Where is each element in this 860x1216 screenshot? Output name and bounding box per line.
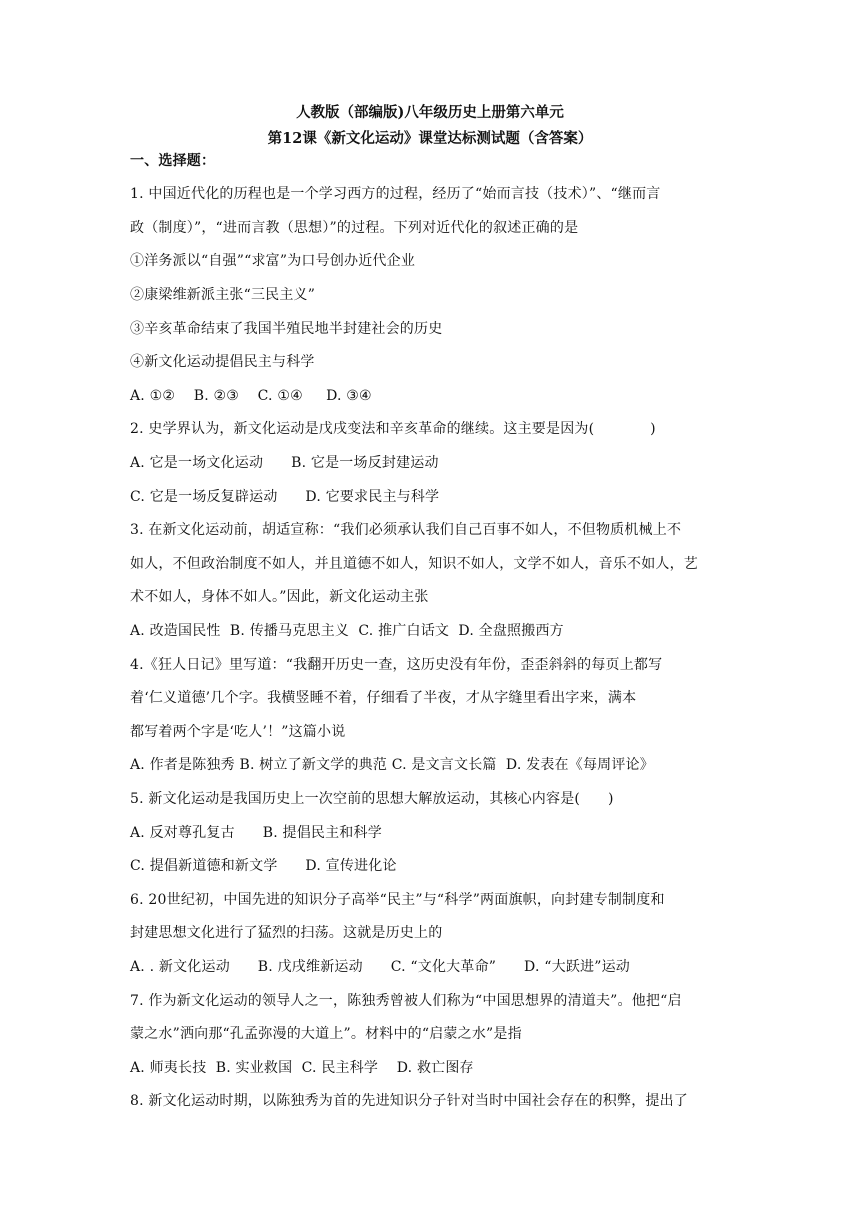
text-line: 7. 作为新文化运动的领导人之一，陈独秀曾被人们称为“中国思想界的清道夫”。他把“启	[130, 993, 682, 1009]
text-line: 8. 新文化运动时期，以陈独秀为首的先进知识分子针对当时中国社会存在的积弊，提出了	[130, 1093, 689, 1109]
answer-options: A. 它是一场文化运动 B. 它是一场反封建运动	[130, 455, 439, 471]
answer-options: A. . 新文化运动 B. 戊戌维新运动 C. “文化大革命” D. “大跃进”运动	[130, 959, 630, 975]
text-line: 政（制度）”，“进而言教（思想）”的过程。下列对近代化的叙述正确的是	[130, 220, 579, 236]
answer-options: C. 它是一场反复辟运动 D. 它要求民主与科学	[130, 489, 440, 505]
answer-options: A. ①② B. ②③ C. ①④ D. ③④	[130, 388, 372, 404]
text-line: 封建思想文化进行了猛烈的扫荡。这就是历史上的	[130, 925, 443, 941]
text-line: 2. 史学界认为，新文化运动是戊戌变法和辛亥革命的继续。这主要是因为( )	[130, 421, 656, 437]
document-title-line-1: 人教版（部编版)八年级历史上册第六单元	[296, 104, 564, 121]
text-line: 术不如人，身体不如人。”因此，新文化运动主张	[130, 589, 429, 605]
text-line: 4.《狂人日记》里写道：“我翻开历史一查，这历史没有年份，歪歪斜斜的每页上都写	[130, 657, 663, 673]
answer-options: A. 反对尊孔复古 B. 提倡民主和科学	[130, 825, 382, 841]
text-line: ③辛亥革命结束了我国半殖民地半封建社会的历史	[130, 321, 443, 337]
section-heading: 一、选择题：	[130, 153, 216, 169]
text-line: 5. 新文化运动是我国历史上一次空前的思想大解放运动，其核心内容是( )	[130, 791, 614, 807]
document-title-line-2: 第12课《新文化运动》课堂达标测试题（含答案）	[267, 130, 593, 147]
text-line: 1. 中国近代化的历程也是一个学习西方的过程，经历了“始而言技（技术）”、“继而言	[130, 186, 661, 202]
text-line: 3. 在新文化运动前，胡适宣称：“我们必须承认我们自己百事不如人，不但物质机械上不	[130, 522, 682, 538]
text-line: 如人，不但政治制度不如人，并且道德不如人，知识不如人，文学不如人，音乐不如人，艺	[130, 556, 698, 572]
text-line: 都写着两个字是‘吃人’！”这篇小说	[130, 724, 346, 740]
text-line: ②康梁维新派主张“三民主义”	[130, 287, 316, 303]
text-line: 蒙之水”洒向那“孔孟弥漫的大道上”。材料中的“启蒙之水”是指	[130, 1026, 522, 1042]
answer-options: A. 师夷长技 B. 实业救国 C. 民主科学 D. 救亡图存	[130, 1060, 474, 1076]
text-line: 6. 20世纪初，中国先进的知识分子高举“民主”与“科学”两面旗帜，向封建专制制度和	[130, 892, 665, 908]
text-line: ④新文化运动提倡民主与科学	[130, 354, 315, 370]
answer-options: A. 作者是陈独秀 B. 树立了新文学的典范 C. 是文言文长篇 D. 发表在《每周评论》	[130, 757, 654, 773]
answer-options: C. 提倡新道德和新文学 D. 宣传进化论	[130, 858, 397, 874]
text-line: ①洋务派以“自强”“求富”为口号创办近代企业	[130, 253, 416, 269]
answer-options: A. 改造国民性 B. 传播马克思主义 C. 推广白话文 D. 全盘照搬西方	[130, 623, 564, 639]
text-line: 着‘仁义道德’几个字。我横竖睡不着，仔细看了半夜，才从字缝里看出字来，满本	[130, 690, 637, 706]
